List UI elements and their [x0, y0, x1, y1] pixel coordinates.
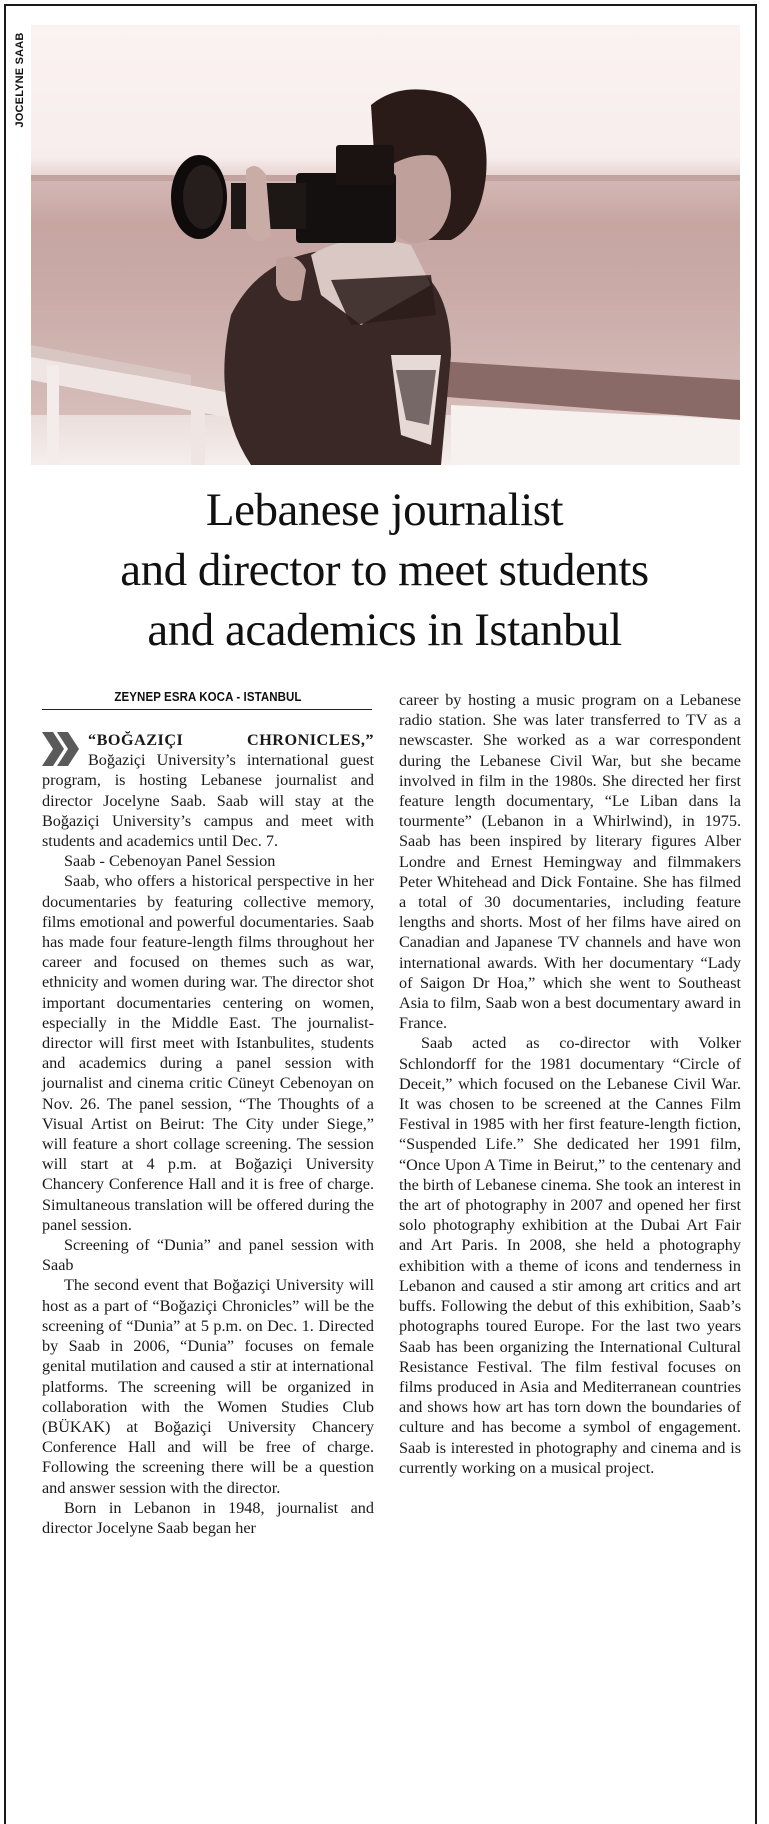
article-photo [31, 25, 740, 465]
byline-rule [42, 709, 372, 710]
double-chevron-right-icon [42, 732, 82, 766]
article-column-left [42, 730, 374, 1538]
lead-text: Boğaziçi University’s international guest program, is hosting Lebanese journalist and director Jocelyne Saab. Saab will stay at the Boğaziçi University’s campus and meet with students and academics until Dec. 7. [42, 751, 374, 851]
headline [20, 480, 749, 660]
headline-line-2: and director to meet students [120, 544, 649, 596]
headline-line-3: and academics in Istanbul [147, 604, 622, 656]
photo-credit-text: JOCELYNE SAAB [14, 32, 26, 128]
photo-illustration [31, 25, 740, 465]
headline-line-1: Lebanese journalist [205, 484, 564, 536]
paragraph: The second event that Boğaziçi University will host as a part of “Boğaziçi Chronicles” will be the screening of “Dunia” at 5 p.m. on Dec. 1. Directed by Saab in 2006, “Dunia” focuses on female genital mutilation and caused a stir at international platforms. The screening will be organized in collaboration with the Women Studies Club (BÜKAK) at Boğaziçi University Chancery Conference Hall and will be free of charge. Following the screening there will be a question and answer session with the director. [42, 1276, 374, 1497]
paragraph: Saab acted as co-director with Volker Schlondorff for the 1981 documentary “Circle of Deceit,” which focused on the Lebanese Civil War. It was chosen to be screened at the Cannes Film Festival in 1985 with her first feature-length fiction, “Suspended Life.” She dedicated her 1991 film, “Once Upon A Time in Beirut,” to the centenary and the birth of Lebanese cinema. She took an interest in the art of photography in 2007 and opened her first solo photography exhibition at the Dubai Art Fair and Art Paris. In 2008, she held a photography exhibition with a theme of icons and tenderness in Lebanon and caused a stir among art critics and art buffs. Following the debut of this exhibition, Saab’s photographs toured Europe. For the last two years Saab has been organizing the International Cultural Resistance Festival. The film festival focuses on films produced in Asia and Mediterranean countries and shows how art has torn down the boundaries of culture and has become a symbol of engagement. Saab is interested in photography and cinema and is currently working on a musical project. [399, 1034, 741, 1477]
lead-paragraph [42, 730, 374, 851]
paragraph: Born in Lebanon in 1948, journalist and director Jocelyne Saab began her [42, 1498, 374, 1537]
subheading-panel-session: Saab - Cebenoyan Panel Session [64, 852, 276, 871]
byline: ZEYNEP ESRA KOCA - ISTANBUL [114, 690, 302, 704]
article-column-right [399, 690, 741, 1478]
lead-kicker: “BOĞAZIÇI CHRONICLES,” [88, 731, 374, 749]
subheading-screening: Screening of “Dunia” and panel session with Saab [42, 1236, 374, 1275]
paragraph: Saab, who offers a historical perspective in her documentaries by featuring collective memory, films emotional and powerful documentaries. Saab has made four feature-length films throughout her career and focused on themes such as war, ethnicity and women during war. The director shot important documentaries centering on women, especially in the Middle East. The journalist-director will first meet with Istanbulites, students and academics during a panel session with journalist and cinema critic Cüneyt Cebenoyan on Nov. 26. The panel session, “The Thoughts of a Visual Artist on Beirut: The City under Siege,” will feature a short collage screening. The session will start at 4 p.m. at Boğaziçi University Chancery Conference Hall and it is free of charge. Simultaneous translation will be offered during the panel session. [42, 872, 374, 1234]
photo-credit [12, 30, 28, 130]
paragraph-continued: career by hosting a music program on a Lebanese radio station. She was later transferred to TV as a newscaster. She worked as a war correspondent during the Lebanese Civil War, but she became involved in film in the 1980s. She directed her first feature length documentary, “Le Liban dans la tourmente” (Lebanon in a Whirlwind), in 1975. Saab has been inspired by literary figures Alber Londre and Ernest Hemingway and filmmakers Peter Whitehead and Dick Fontaine. She has filmed a total of 30 documentaries, including feature lengths and shorts. Most of her films have aired on Canadian and Japanese TV channels and have won international awards. With her documentary “Lady of Saigon Dr Hoa,” which she went to Southeast Asia to film, Saab won a best documentary award in France. [399, 691, 741, 1033]
